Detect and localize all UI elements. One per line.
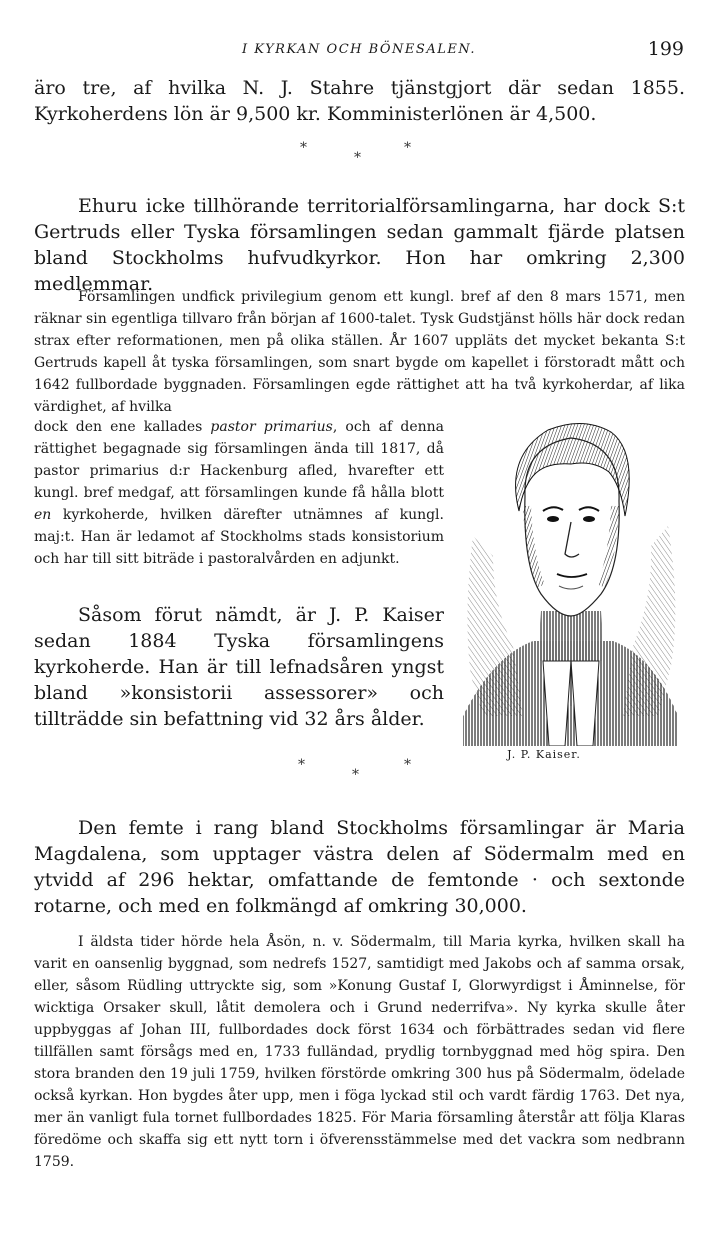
asterism-star: * xyxy=(404,140,411,156)
paragraph-stahre: äro tre, af hvilka N. J. Stahre tjänstgjort där sedan 1855. Kyrkoherdens lön är 9,500 kr. Komministerlönen är 4,500. xyxy=(34,77,685,125)
asterism-star: * xyxy=(298,757,305,773)
paragraph-pastor-primarius: dock den ene kallades pastor primarius, och af denna rättighet begagnade sig församlingen ända till 1817, då pastor primarius d:r Hackenburg afled, hvarefter ett kungl. bref medgaf, att församlingen kunde få hålla blott en kyrkoherde, hvilken därefter utnämnes af kungl. maj:t. Han är ledamot af Stockholms stads konsistorium och har till sitt biträde i pastoralvården en adjunkt. xyxy=(34,419,444,567)
asterism-star: * xyxy=(300,140,307,156)
text-with-portrait xyxy=(34,416,685,736)
paragraph-forsamlingen: Församlingen undfick privilegium genom ett kungl. bref af den 8 mars 1571, men räknar sin egentliga tillvaro från början af 1600-talet. Tysk Gudstjänst hölls här dock redan strax efter reformationen, men på olika ställen. År 1607 uppläts det mycket bekanta S:t Gertruds kapell åt tyska församlingen, som snart bygde om kapellet i förstoradt mått och 1642 fullbordade byggnaden. Församlingen egde rättighet att ha två kyrkoherdar, af lika värdighet, af hvilka xyxy=(34,289,685,415)
paragraph-maria-magdalena: Den femte i rang bland Stockholms församlingar är Maria Magdalena, som upptager västra delen af Södermalm med en ytvidd af 296 hektar, omfattande de femtonde · och sextonde rotarne, och med en folkmängd af omkring 30,000. xyxy=(34,817,685,917)
paragraph-kaiser: Såsom förut nämdt, är J. P. Kaiser sedan 1884 Tyska församlingens kyrkoherde. Han är till lefnadsåren yngst bland »konsistorii assessorer» och tillträdde sin befattning vid 32 års ålder. xyxy=(34,604,444,730)
asterism-star: * xyxy=(352,767,359,783)
page-number: 199 xyxy=(647,38,684,60)
asterism-star: * xyxy=(354,150,361,166)
paragraph-asons-historia: I äldsta tider hörde hela Åsön, n. v. Södermalm, till Maria kyrka, hvilken skall ha varit en oansenlig byggnad, som nedrefs 1527, samtidigt med Jakobs och af samma orsak, eller, såsom Rüdling uttryckte sig, som »Konung Gustaf I, Glorwyrdigst i Åminnelse, för wicktiga Orsaker skull, låtit demolera och i Grund nederrifva». Ny kyrka skulle åter uppbyggas af Johan III, fullbordades dock först 1634 och förbättrades sedan vid flere tillfällen samt försågs med en, 1733 fulländad, prydlig tornbyggnad med hög spira. Den stora branden den 19 juli 1759, hvilken förstörde omkring 300 hus på Södermalm, ödelade också kyrkan. Hon bygdes åter upp, men i föga lyckad stil och vardt färdig 1763. Det nya, mer än vanligt fula tornet fullbordades 1825. För Maria församling återstår att följa Klaras föredöme och skaffa sig ett nytt torn i öfverensstämmelse med det vackra som nedbrann 1759. xyxy=(34,934,685,1170)
page-header xyxy=(34,38,684,62)
paragraph-gertrud: Ehuru icke tillhörande territorialförsamlingarna, har dock S:t Gertruds eller Tyska församlingen sedan gammalt fjärde platsen bland Stockholms hufvudkyrkor. Hon har omkring 2,300 medlemmar. xyxy=(34,195,685,295)
asterism-star: * xyxy=(404,757,411,773)
portrait-engraving-icon xyxy=(453,416,685,756)
running-title: I KYRKAN OCH BÖNESALEN. xyxy=(241,42,477,57)
portrait-caption: J. P. Kaiser. xyxy=(507,748,581,761)
